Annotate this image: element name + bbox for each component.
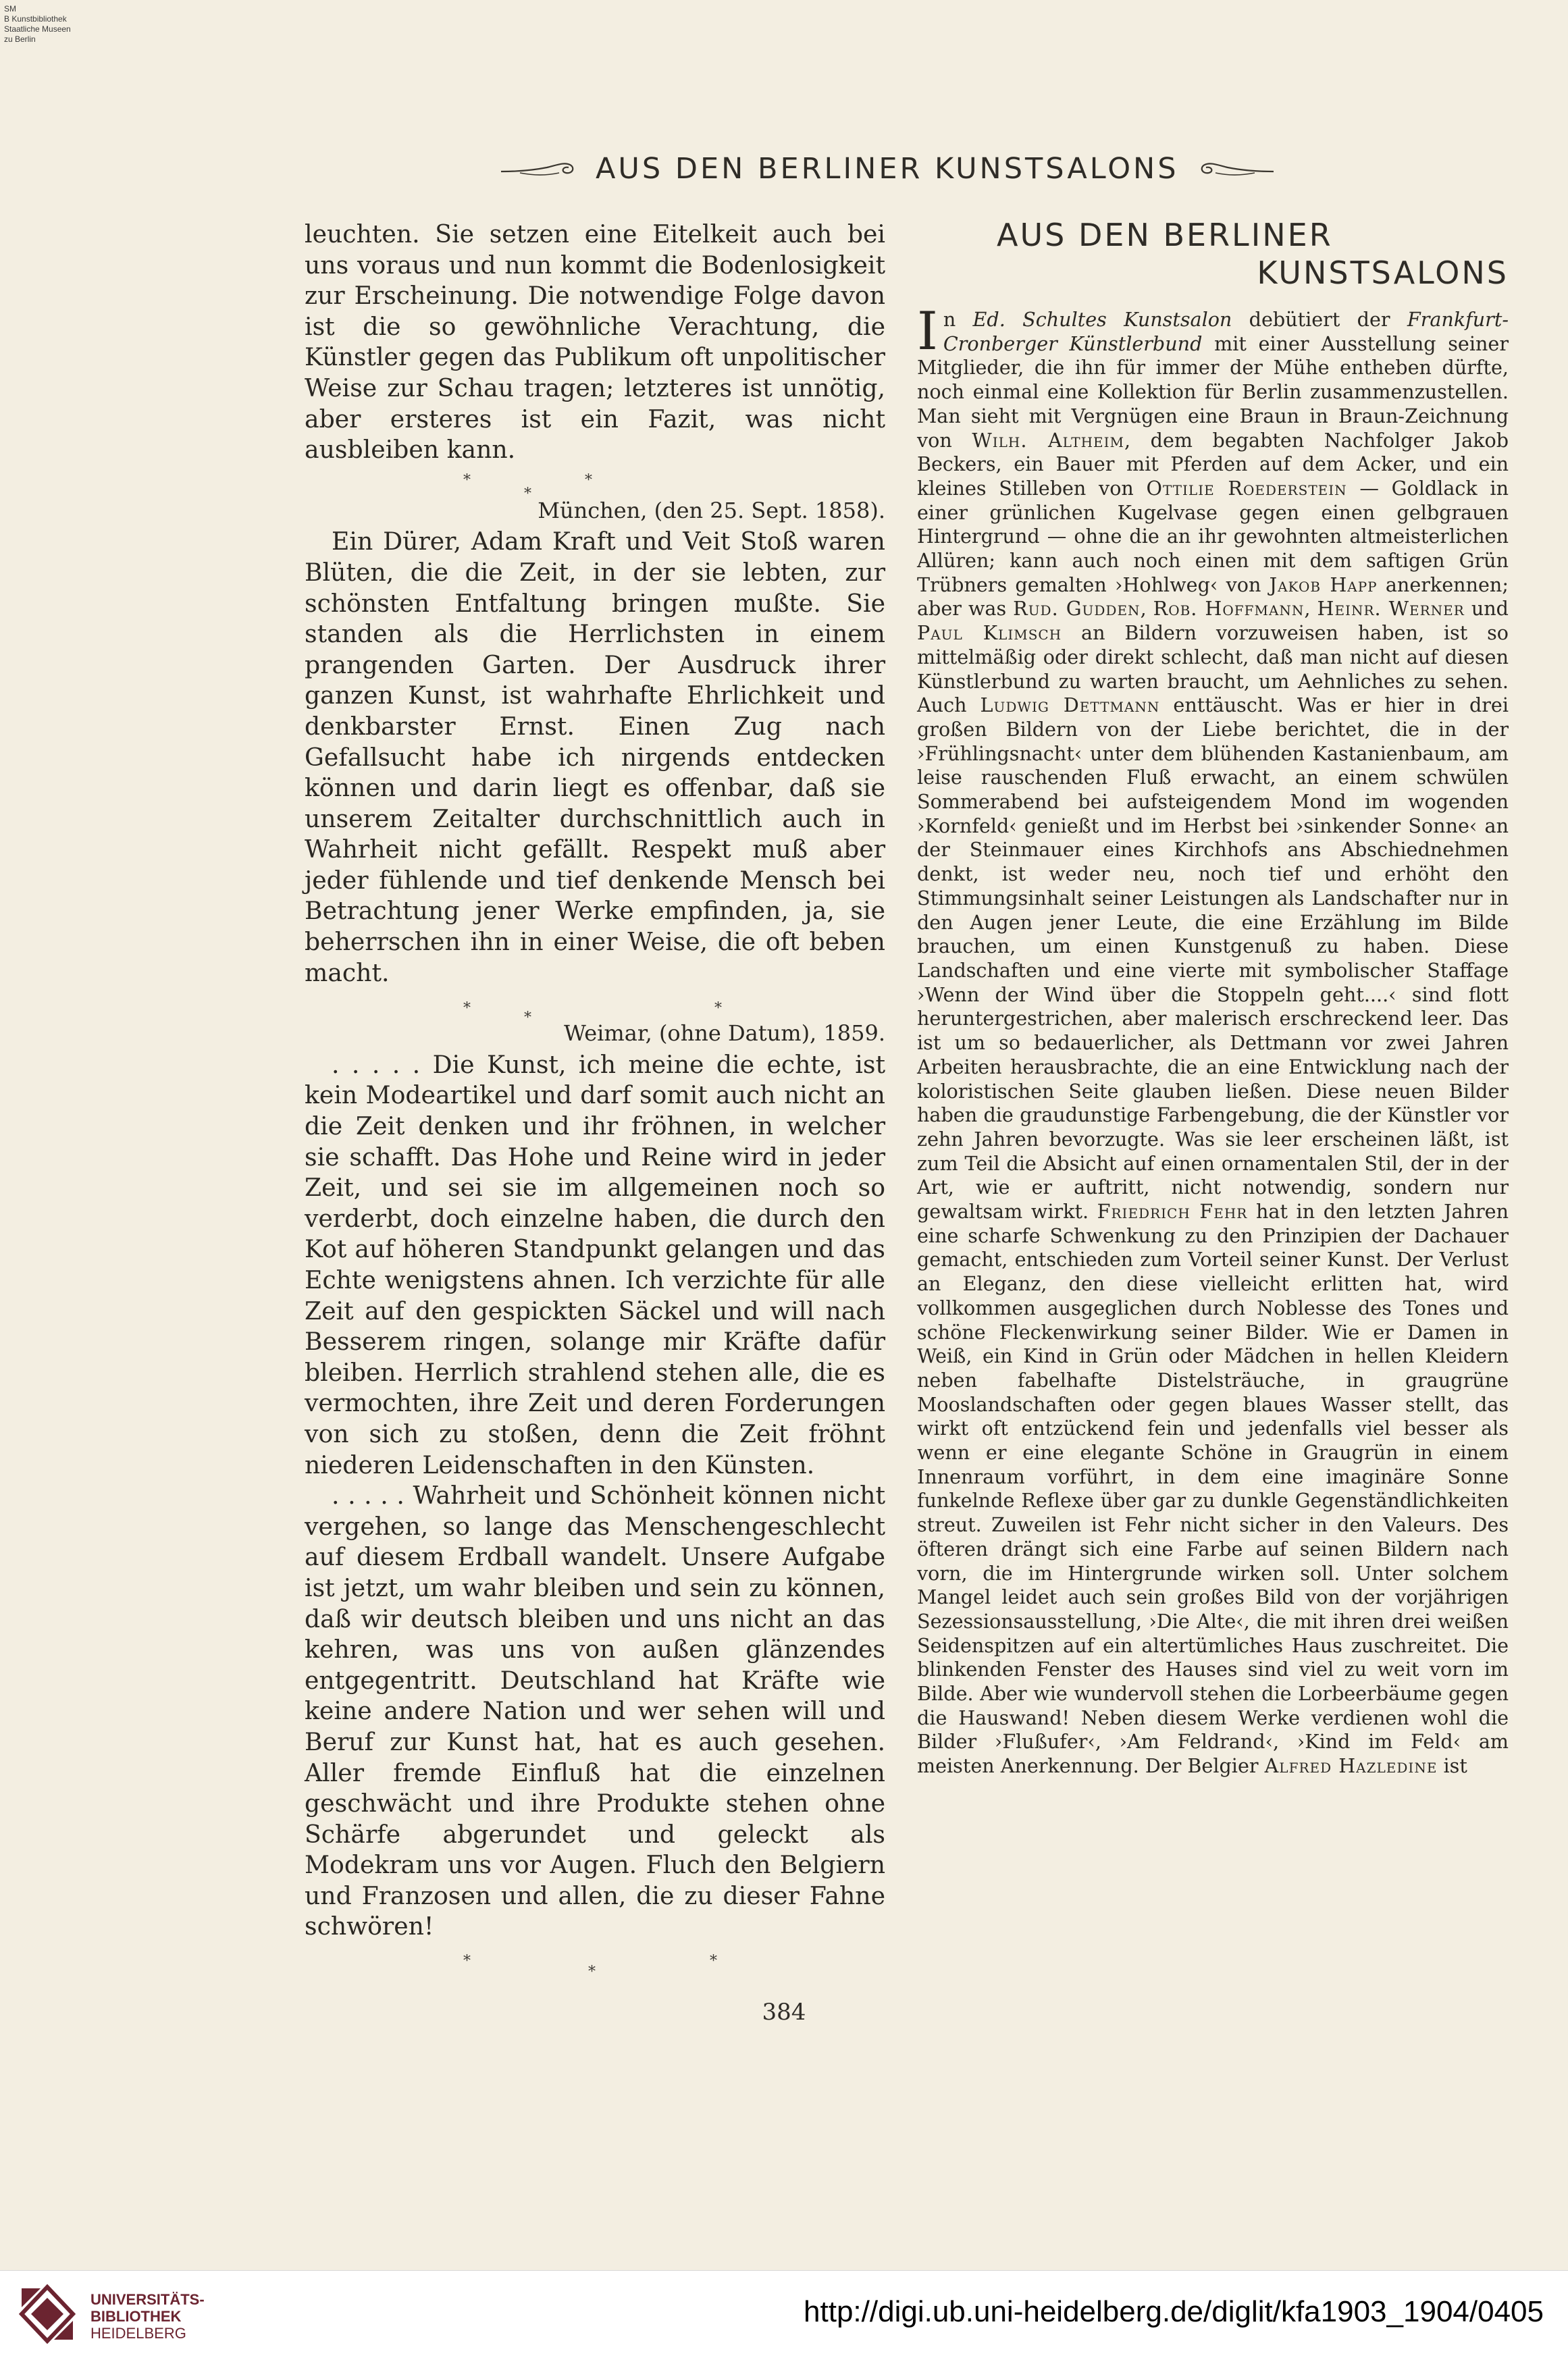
- artist-name: Heinr. Werner: [1317, 597, 1465, 621]
- library-logo-text: [90, 2291, 205, 2342]
- logo-line: BIBLIOTHEK: [90, 2308, 182, 2325]
- artist-name: Paul Klimsch: [917, 621, 1062, 645]
- text-run: debütiert der: [1232, 308, 1407, 331]
- text-run: enttäuscht. Was er hier in drei großen Bildern von der Liebe berichtet, die in der ›Frühlingsnacht‹ unter dem blühenden Kastanienbaum, am leise rauschenden Fluß erwacht, an einem schwülen Sommerabend bei aufsteigendem Mond im wogenden ›Kornfeld‹ genießt und im Herbst bei ›sinkender Sonne‹ an der Steinmauer eines Kirchhofs ans Abschiednehmen denkt, ist weder neu, noch tief und erhöht den Stimmungsinhalt seiner Leistungen als Landschafter nur in den Augen jener Leute, die eine Erzählung im Bilde brauchen, um einen Kunstgenuß zu haben. Diese Landschaften und eine vierte mit symbolischer Staffage ›Wenn der Wind über die Stoppeln geht....‹ sind flott heruntergestrichen, aber malerisch erschreckend leer. Das ist um so bedauerlicher, als Dettmann vor zwei Jahren Arbeiten herausbrachte, die an eine Entwicklung nach der koloristischen Seite glauben ließen. Diese neuen Bilder haben die graudunstige Farbengebung, die der Künstler vor zehn Jahren bevorzugte. Was sie leer erscheinen läßt, ist zum Teil die Absicht auf einen ornamentalen Stil, der in der Art, wie er auftritt, nicht notwendig, sondern nur gewaltsam wirkt.: [917, 693, 1509, 1224]
- article-heading: [917, 216, 1509, 292]
- text-run: anerkennen; aber was: [917, 573, 1509, 621]
- page-number: 384: [762, 1999, 806, 2026]
- dateline: München, (den 25. Sept. 1858).: [538, 497, 885, 523]
- asterisk-icon: *: [588, 1964, 596, 1981]
- right-column: [917, 216, 1509, 1779]
- asterisk-icon: *: [585, 471, 592, 489]
- logo-line: UNIVERSITÄTS-: [90, 2291, 205, 2308]
- asterisk-icon: *: [463, 1000, 471, 1018]
- section-separator: [305, 988, 885, 1027]
- stamp-line: zu Berlin: [4, 34, 36, 44]
- running-head: [500, 149, 1378, 189]
- paragraph: . . . . . Die Kunst, ich meine die echte, ist kein Modeartikel und darf somit auch nicht an die Zeit denken und ihr fröhnen, in welcher sie schafft. Das Hohe und Reine wird in jeder Zeit, und sei sie im allgemeinen noch so verderbt, doch einzelne haben, die durch den Kot auf höheren Standpunkt gelangen und das Echte wenigstens ahnen. Ich verzichte für alle Zeit auf den gespickten Säckel und will nach Besserem ringen, solange mir Kräfte dafür bleiben. Herrlich strahlend stehen alle, die es vermochten, ihre Zeit und deren Forderungen von sich zu stoßen, denn die Zeit fröhnt niederen Leidenschaften in den Künsten.: [305, 1049, 885, 1479]
- gallery-name: Ed. Schultes Kunstsalon: [972, 308, 1232, 331]
- asterisk-icon: *: [714, 1000, 722, 1018]
- asterisk-icon: *: [463, 1953, 471, 1970]
- stamp-line: B Kunstbibliothek: [4, 14, 67, 24]
- left-column: [305, 219, 885, 1981]
- dateline: Weimar, (ohne Datum), 1859.: [563, 1020, 885, 1047]
- ornament-right-icon: [1194, 155, 1275, 182]
- asterisk-icon: *: [710, 1953, 717, 1970]
- artist-name: Alfred Hazledine: [1264, 1754, 1438, 1778]
- artist-name: Friedrich Fehr: [1097, 1200, 1248, 1224]
- text-run: ,: [1140, 597, 1153, 621]
- society-name: Frankfurt-Cronberger Künstlerbund: [943, 308, 1509, 355]
- artist-name: Ottilie Roederstein: [1146, 476, 1347, 500]
- asterisk-icon: *: [463, 471, 471, 489]
- stamp-line: SM: [4, 4, 16, 14]
- asterisk-icon: *: [524, 1009, 531, 1027]
- artist-name: Rud. Gudden: [1013, 597, 1141, 621]
- viewer-footer: [0, 2270, 1568, 2366]
- paragraph: . . . . . Wahrheit und Schönheit können nicht vergehen, so lange das Menschengeschlecht auf diesem Erdball wandelt. Unsere Aufgabe ist jetzt, um wahr bleiben und sein zu können, daß wir deutsch bleiben und uns nicht an das kehren, was uns von außen glänzendes entgegentritt. Deutschland hat Kräfte wie keine andere Nation und wer sehen will und Beruf zur Kunst hat, hat es auch gesehen. Aller fremde Einfluß hat die einzelnen geschwächt und ihre Produkte stehen ohne Schärfe abgerundet und geleckt als Modekram uns vor Augen. Fluch den Belgiern und Franzosen und allen, die zu dieser Fahne schwören!: [305, 1481, 885, 1941]
- text-run: ,: [1304, 597, 1317, 621]
- text-run: und: [1464, 597, 1509, 621]
- text-run: an Bildern vorzuweisen haben, ist so mittelmäßig oder direkt schlecht, daß man nicht auf diesen Künstlerbund zu warten braucht, um Aehnliches zu sehen. Auch: [917, 621, 1509, 717]
- section-separator: [305, 1942, 885, 1981]
- text-run: — Goldlack in einer grünlichen Kugelvase gegen einen gelbgrauen Hintergrund — ohne die an ihr gewohnten altmeisterlichen Allüren; kann auch noch einen mit dem saftigen Grün Trübners gemalten ›Hohlweg‹ von: [917, 476, 1509, 596]
- text-run: hat in den letzten Jahren eine scharfe Schwenkung zu den Prinzipien der Dachauer gemacht, entschieden zum Vorteil seiner Kunst. Der Verlust an Eleganz, den diese vielleicht erlitten hat, wird vollkommen ausgeglichen durch Noblesse des Tones und schöne Fleckenwirkung seiner Bilder. Wie er Damen in Weiß, ein Kind in Grün oder Mädchen in hellen Kleidern neben fabelhafte Distelsträuche, in graugrüne Mooslandschaften oder gegen blaues Wasser stellt, das wirkt oft entzückend fein und jedenfalls viel besser als wenn er eine elegante Schöne in Graugrün in einem Innenraum vorführt, in dem eine imaginäre Sonne funkelnde Reflexe über gar zu dunkle Gegenständlichkeiten streut. Zuweilen ist Fehr nicht sicher in den Valeurs. Des öfteren drängt sich eine Farbe auf seinen Bildern nach vorn, die im Hintergrunde wirken soll. Unter solchem Mangel leidet auch sein großes Bild von der vorjährigen Sezessionsausstellung, ›Die Alte‹, die mit ihren drei weißen Seidenspitzen auf ein altertümliches Haus zuschreitet. Die blinkenden Fenster des Hauses sind viel zu weit vorn im Bilde. Aber wie wundervoll stehen die Lorbeerbäume gegen die Hauswand! Neben diesem Werke verdienen wohl die Bilder ›Flußufer‹, ›Am Feldrand‹, ›Kind im Feld‹ am meisten Anerkennung. Der Belgier: [917, 1200, 1509, 1778]
- logo-line: HEIDELBERG: [90, 2325, 186, 2342]
- text-run: mit einer Ausstellung seiner Mitglieder, die ihn für immer der Mühe entheben dürfte, noch einmal eine Kollektion für Berlin zusammenzustellen. Man sieht mit Vergnügen eine Braun in Braun-Zeichnung von: [917, 332, 1509, 452]
- ornament-left-icon: [500, 155, 581, 182]
- drop-cap: I: [917, 301, 938, 362]
- artist-name: Wilh. Altheim: [972, 428, 1125, 452]
- running-head-title: AUS DEN BERLINER KUNSTSALONS: [596, 152, 1179, 186]
- artist-name: Rob. Hoffmann: [1153, 597, 1305, 621]
- artist-name: Ludwig Dettmann: [980, 693, 1160, 717]
- text-run: , dem begabten Nachfolger Jakob Beckers, ein Bauer mit Pferden auf dem Acker, und ein kleines Stilleben von: [917, 428, 1509, 500]
- library-stamp: [4, 4, 85, 45]
- text-run: n: [943, 308, 973, 331]
- text-run: ist: [1437, 1754, 1467, 1778]
- permalink-url[interactable]: http://digi.ub.uni-heidelberg.de/diglit/kfa1903_1904/0405: [804, 2295, 1544, 2328]
- paragraph: Ein Dürer, Adam Kraft und Veit Stoß waren Blüten, die die Zeit, in der sie lebten, zur schönsten Entfaltung bringen mußte. Sie standen als die Herrlichsten in einem prangenden Garten. Der Ausdruck ihrer ganzen Kunst, ist wahrhafte Ehrlichkeit und denkbarster Ernst. Einen Zug nach Gefallsucht habe ich nirgends entdecken können und darin liegt es offenbar, daß sie unserem Zeitalter durchschnittlich auch in Wahrheit nicht gefällt. Respekt muß aber jeder fühlende und tief denkende Mensch bei Betrachtung jener Werke empfinden, ja, sie beherrschen ihn in einer Weise, die oft beben macht.: [305, 527, 885, 987]
- university-seal-icon: [15, 2282, 80, 2346]
- article-body: [917, 301, 1509, 1779]
- heading-line: KUNSTSALONS: [1257, 255, 1509, 291]
- section-separator: [305, 465, 885, 502]
- paragraph: leuchten. Sie setzen eine Eitelkeit auch bei uns voraus und nun kommt die Bodenlosigkeit zur Erscheinung. Die notwendige Folge davon ist die so gewöhnliche Verachtung, die Künstler gegen das Publikum oft unpolitischer Weise zur Schau tragen; letzteres ist unnötig, aber ersteres ist ein Fazit, was nicht ausbleiben kann.: [305, 219, 885, 465]
- asterisk-icon: *: [524, 485, 531, 502]
- heading-line: AUS DEN BERLINER: [997, 217, 1333, 253]
- artist-name: Jakob Happ: [1269, 573, 1378, 596]
- stamp-line: Staatliche Museen: [4, 24, 71, 34]
